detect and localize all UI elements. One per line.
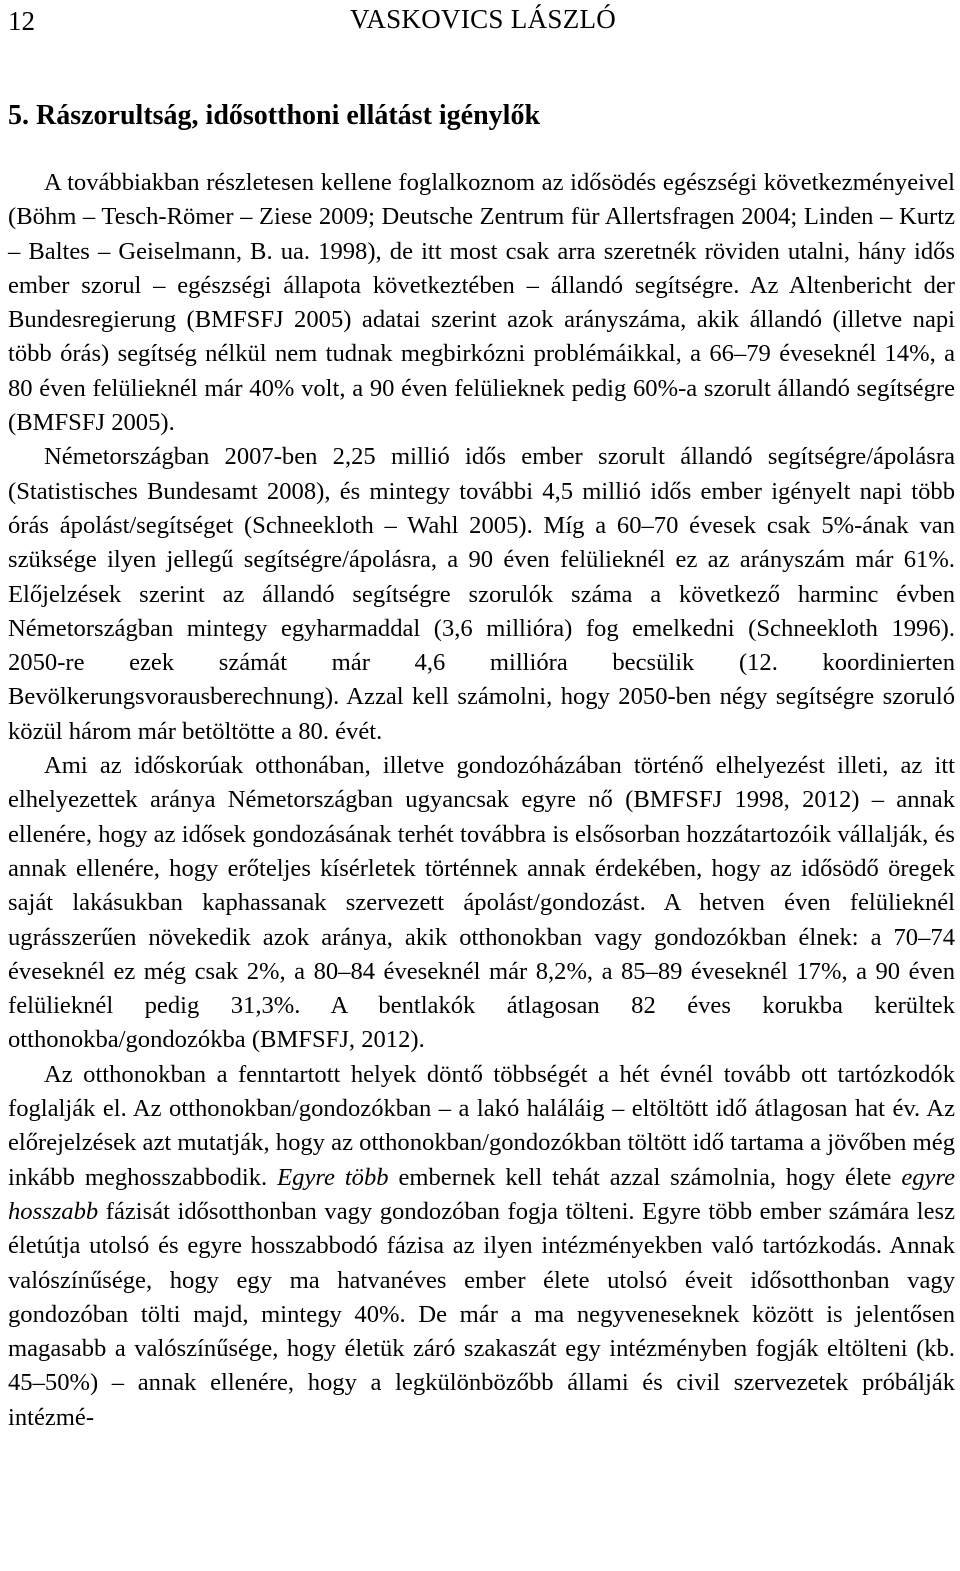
- paragraph-2: Németországban 2007-ben 2,25 millió idős ember szorult állandó segítségre/ápolásra (Statistisches Bundesamt 2008), és mintegy további 4,5 millió idős ember igényelt napi több órás ápolást/segítséget (Schneekloth – Wahl 2005). Míg a 60–70 évesek csak 5%-ának van szüksége ilyen jellegű segítségre/ápolásra, a 90 éven felülieknél ez az arányszám már 61%. Előjelzések szerint az állandó segítségre szorulók száma a következő harminc évben Németországban mintegy egyharmaddal (3,6 millióra) fog emelkedni (Schneekloth 1996). 2050-re ezek számát már 4,6 millióra becsülik (12. koordinierten Bevölkerungsvorausberechnung). Azzal kell számolni, hogy 2050-ben négy segítségre szoruló közül három már betöltötte a 80. évét.: [8, 443, 955, 745]
- paragraph-1: A továbbiakban részletesen kellene foglalkoznom az idősödés egészségi következményeivel (Böhm – Tesch-Römer – Ziese 2009; Deutsche Zentrum für Allertsfragen 2004; Linden – Kurtz – Baltes – Geiselmann, B. ua. 1998), de itt most csak arra szeretnék röviden utalni, hány idős ember szorul – egészségi állapota következtében – állandó segítségre. Az Altenbericht der Bundesregierung (BMFSFJ 2005) adatai szerint azok arányszáma, akik állandó (illetve napi több órás) segítség nélkül nem tudnak megbirkózni problémáikkal, a 66–79 éveseknél 14%, a 80 éven felülieknél már 40% volt, a 90 éven felülieknek pedig 60%-a szorult állandó segítségre (BMFSFJ 2005).: [8, 169, 955, 437]
- page-header: [8, 0, 952, 40]
- paragraph-4-emphasis-1: Egyre több: [277, 1163, 389, 1191]
- running-head: VASKOVICS LÁSZLÓ: [350, 4, 617, 34]
- paragraph-4-text-2: embernek kell tehát azzal számolnia, hogy élete: [398, 1163, 892, 1191]
- paragraph-4: [8, 1058, 955, 1435]
- page-number: 12: [8, 6, 35, 36]
- body-text: [8, 166, 955, 1435]
- paragraph-4-text-1: Az otthonokban a fenntartott helyek döntő többségét a hét évnél tovább ott tartózkodók foglalják el. Az otthonokban/gondozókban – a lakó haláláig – eltöltött idő átlagosan hat év. Az előrejelzések azt mutatják, hogy az otthonokban/gondozókban töltött idő tartama a jövőben még inkább meghosszabbodik.: [8, 1060, 955, 1191]
- section-heading: 5. Rászorultság, idősotthoni ellátást igénylők: [8, 100, 541, 131]
- paragraph-4-text-3: fázisát idősotthonban vagy gondozóban fogja tölteni. Egyre több ember számára lesz életútja utolsó és egyre hosszabbodó fázisa az ilyen intézményekben való tartózkodás. Annak valószínűsége, hogy egy ma hatvanéves ember élete utolsó éveit idősotthonban vagy gondozóban tölti majd, mintegy 40%. De már a ma negyveneseknek között is jelentősen magasabb a valószínűsége, hogy életük záró szakaszát egy intézményben fogják eltölteni (kb. 45–50%) – annak ellenére, hogy a legkülönbözőbb állami és civil szervezetek próbálják intézmé-: [8, 1197, 955, 1431]
- paragraph-4-emphasis-2: egyre hosszabb: [8, 1163, 956, 1225]
- paragraph-3: Ami az időskorúak otthonában, illetve gondozóházában történő elhelyezést illeti, az itt elhelyezettek aránya Németországban ugyancsak egyre nő (BMFSFJ 1998, 2012) – annak ellenére, hogy az idősek gondozásának terhét továbbra is elsősorban hozzátartozóik vállalják, és annak ellenére, hogy erőteljes kísérletek történnek annak érdekében, hogy az idősödő öregek saját lakásukban kaphassanak szervezett ápolást/gondozást. A hetven éven felülieknél ugrásszerűen növekedik azok aránya, akik otthonokban vagy gondozókban élnek: a 70–74 éveseknél ez még csak 2%, a 80–84 éveseknél már 8,2%, a 85–89 éveseknél 17%, a 90 éven felülieknél pedig 31,3%. A bentlakók átlagosan 82 éves korukba kerültek otthonokba/gondozókba (BMFSFJ, 2012).: [8, 752, 955, 1054]
